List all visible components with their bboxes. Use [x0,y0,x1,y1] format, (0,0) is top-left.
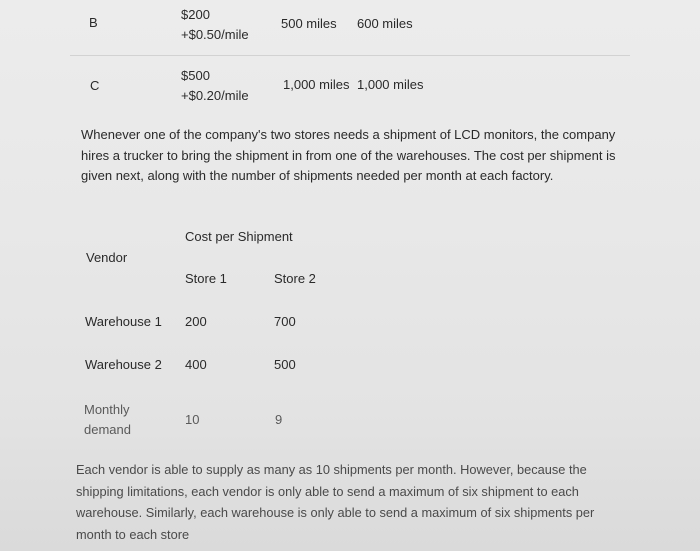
vendor-b-distance-store1: 500 miles [281,16,337,31]
shipment-description-paragraph: Whenever one of the company's two stores needs a shipment of LCD monitors, the company hires a trucker to bring the shipment in from one of the warehouses. The cost per shipment is given next, along with the number of shipments needed per month at each factory. [81,127,616,183]
vendor-c-distance-store2: 1,000 miles [357,77,424,92]
vendor-b-label: B [89,15,98,30]
vendor-b-per-mile: +$0.50/mile [181,27,249,42]
vendor-c-per-mile: +$0.20/mile [181,88,249,103]
cost-table-title: Cost per Shipment [185,229,293,244]
vendor-header: Vendor [86,250,128,265]
monthly-demand-label-line2: demand [84,422,131,437]
row-divider [70,55,630,56]
store2-header: Store 2 [274,271,316,286]
monthly-demand-label-line1: Monthly [84,402,130,417]
demand-store1: 10 [185,412,200,427]
warehouse2-store2-cost: 500 [274,357,296,372]
warehouse1-store2-cost: 700 [274,314,296,329]
warehouse1-label: Warehouse 1 [85,314,162,329]
vendor-c-label: C [90,78,100,93]
store1-header: Store 1 [185,271,227,286]
vendor-c-base-price: $500 [181,68,210,83]
demand-store2: 9 [275,412,283,427]
warehouse2-label: Warehouse 2 [85,357,162,372]
warehouse1-store1-cost: 200 [185,314,207,329]
vendor-b-base-price: $200 [181,7,210,22]
warehouse2-store1-cost: 400 [185,357,207,372]
supply-constraints-paragraph: Each vendor is able to supply as many as 10 shipments per month. However, because the shipping limitations, each vendor is only able to send a maximum of six shipment to each warehouse. Similarly, each warehouse is only able to send a maximum of six shipments per month to each store [76,462,595,542]
vendor-b-distance-store2: 600 miles [357,16,413,31]
vendor-c-distance-store1: 1,000 miles [283,77,350,92]
